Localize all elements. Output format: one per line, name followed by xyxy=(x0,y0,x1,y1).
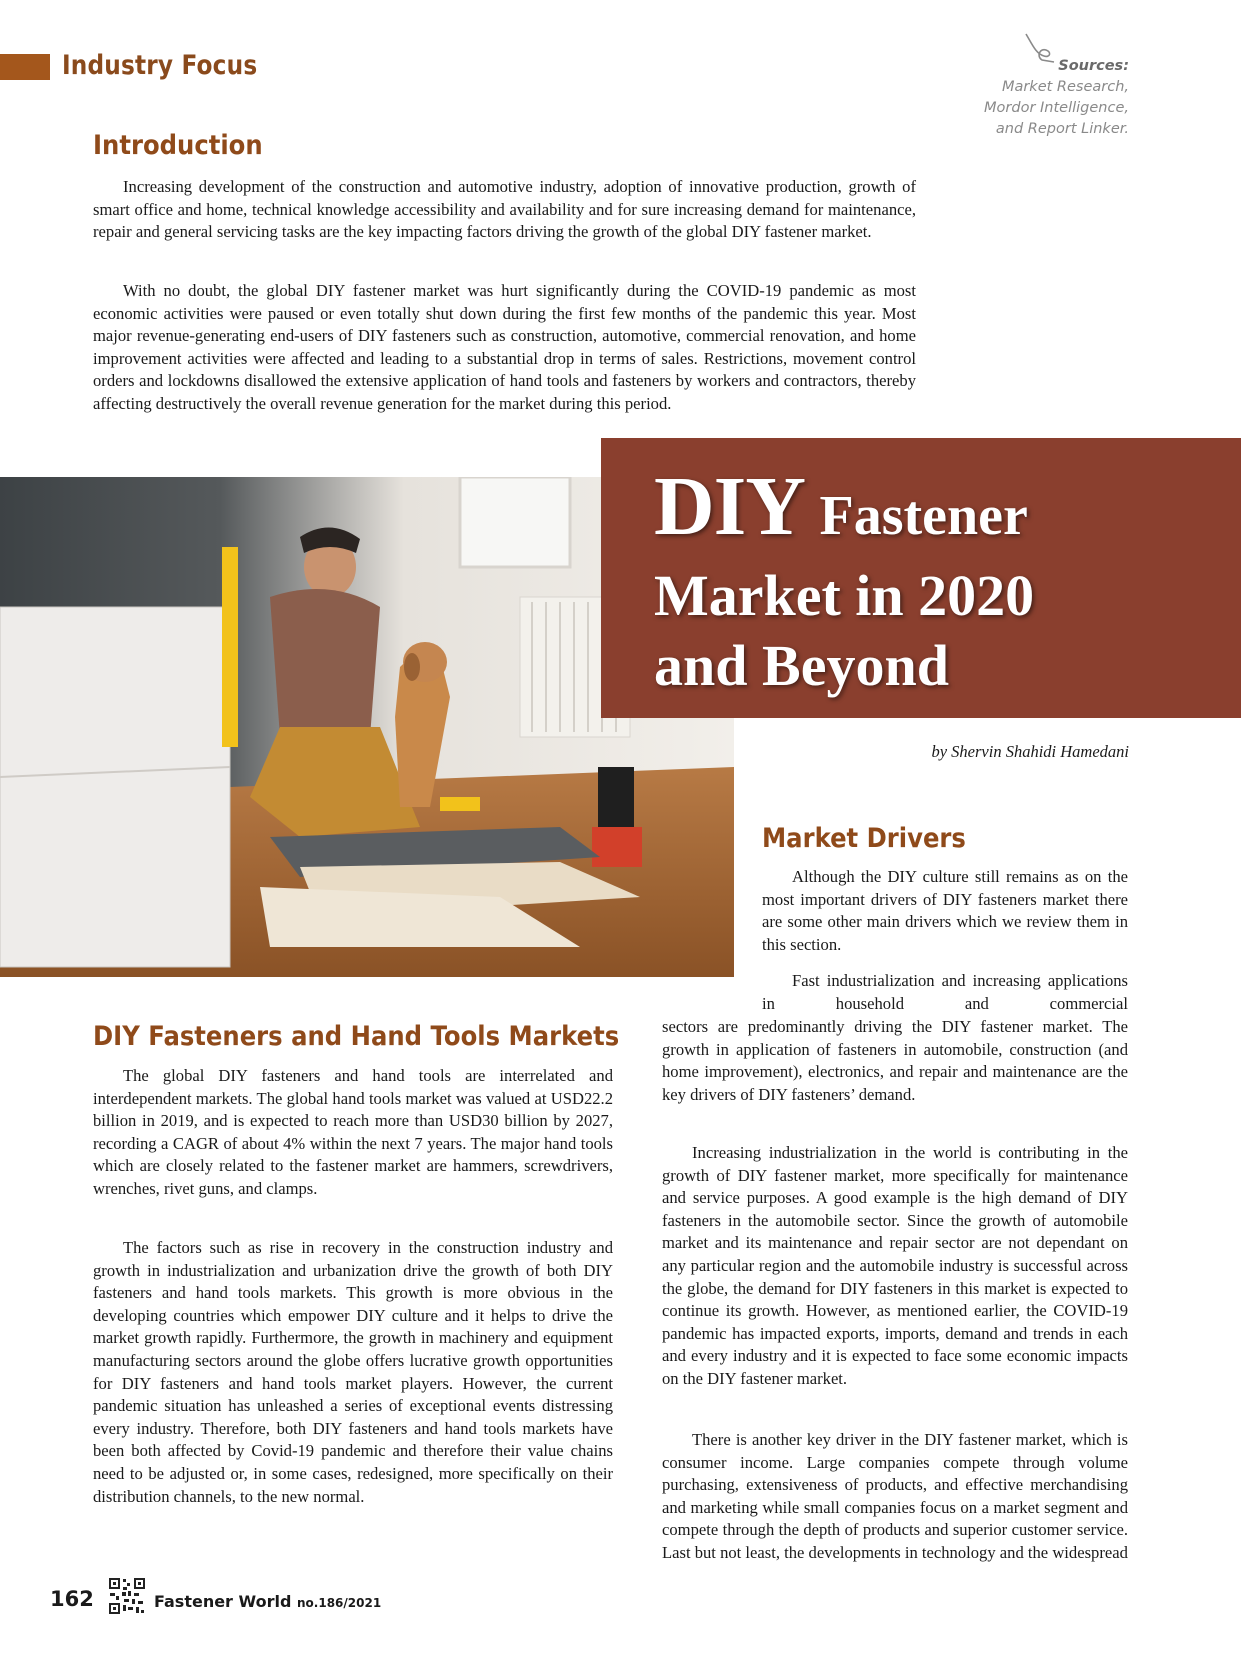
sources-title: Sources: xyxy=(1058,58,1129,74)
drivers-paragraph-4: There is another key driver in the DIY fastener market, which is consumer income. Large companies compete through volume purchasing, extensiveness of products, and effective merchandising and marketing while small companies focus on a market segment and compete through the depth of products and superior customer service. Last but not least, the developments in technology and the widespread xyxy=(662,1430,1128,1562)
issue-number: no.186/2021 xyxy=(297,1596,382,1610)
sources-line: and Report Linker. xyxy=(995,121,1129,137)
qr-code-icon xyxy=(108,1577,146,1615)
publication-name xyxy=(154,1592,381,1611)
section-header-bar xyxy=(0,54,50,80)
intro-heading: Introduction xyxy=(93,130,263,161)
intro-paragraph-1: Increasing development of the construction and automotive industry, adoption of innovative production, growth of smart office and home, technical knowledge accessibility and availability and for sure increasing demand for maintenance, repair and general servicing tasks are the key impacting factors driving the growth of the global DIY fastener market. xyxy=(93,177,916,242)
sources-line: Mordor Intelligence, xyxy=(984,100,1129,116)
title-fastener: Fastener xyxy=(819,485,1028,547)
page-number: 162 xyxy=(50,1587,94,1611)
drivers-paragraph-1: Although the DIY culture still remains as on the most important drivers of DIY fasteners market there are some other main drivers which we review them in this section. xyxy=(762,867,1128,954)
title-line-3: and Beyond xyxy=(654,633,949,698)
drivers-heading: Market Drivers xyxy=(762,823,966,854)
section-header: Industry Focus xyxy=(62,50,258,81)
hand-tools-heading: DIY Fasteners and Hand Tools Markets xyxy=(93,1021,620,1052)
drivers-paragraph-2a: Fast industrialization and increasing applications in household and commercial xyxy=(762,971,1128,1013)
sources-note xyxy=(984,56,1129,140)
drivers-paragraph-3: Increasing industrialization in the world is contributing in the growth of DIY fastener market, more specifically for maintenance and service purposes. A good example is the high demand of DIY fasteners in the automobile sector. Since the growth of automobile market and its maintenance and repair sector are not dependant on any particular region and the automobile industry is successful across the globe, the demand for DIY fasteners in this market is expected to continue its growth. However, as mentioned earlier, the COVID-19 pandemic has impacted exports, imports, demand and trends in each and every industry and it is expected to face some economic impacts on the DIY fastener market. xyxy=(662,1143,1128,1388)
sources-line: Market Research, xyxy=(1001,79,1129,95)
author-byline: by Shervin Shahidi Hamedani xyxy=(931,742,1129,761)
hand-tools-paragraph-2: The factors such as rise in recovery in the construction industry and growth in industrialization and urbanization drive the growth of both DIY fasteners and hand tools markets. This growth is more obvious in the developing countries which empower DIY culture and it helps to drive the market growth rapidly. Furthermore, the growth in machinery and equipment manufacturing sectors around the globe offers lucrative growth opportunities for DIY fasteners and hand tools market players. However, the current pandemic situation has unleashed a series of exceptional events distressing every industry. Therefore, both DIY fasteners and hand tools markets have been both affected by Covid-19 pandemic and therefore their value chains need to be adjusted or, in some cases, redesigned, more specifically on their distribution channels, to the new normal. xyxy=(93,1238,613,1506)
publication-title: Fastener World xyxy=(154,1592,292,1611)
intro-paragraph-2: With no doubt, the global DIY fastener market was hurt significantly during the COVID-19 pandemic as most economic activities were paused or even totally shut down during the first few months of the pandemic this year. Most major revenue-generating end-users of DIY fasteners such as construction, automotive, commercial renovation, and home improvement activities were affected and leading to a substantial drop in terms of sales. Restrictions, movement control orders and lockdowns disallowed the extensive application of hand tools and fasteners by workers and contractors, thereby affecting destructively the overall revenue generation for the market during this period. xyxy=(93,281,916,413)
title-diy: DIY xyxy=(654,460,806,553)
hand-tools-paragraph-1: The global DIY fasteners and hand tools are interrelated and interdependent markets. The global hand tools market was valued at USD22.2 billion in 2019, and is expected to reach more than USD30 billion by 2027, recording a CAGR of about 4% within the next 7 years. The major hand tools which are closely related to the fastener market are hammers, screwdrivers, wrenches, rivet guns, and clamps. xyxy=(93,1066,613,1198)
drivers-paragraph-2b: sectors are predominantly driving the DIY fastener market. The growth in application of fasteners in automobile, construction (and home improvement), electronics, and repair and maintenance are the key drivers of DIY fasteners’ demand. xyxy=(662,1017,1128,1104)
title-line-2: Market in 2020 xyxy=(654,563,1035,628)
article-title xyxy=(654,462,1034,701)
